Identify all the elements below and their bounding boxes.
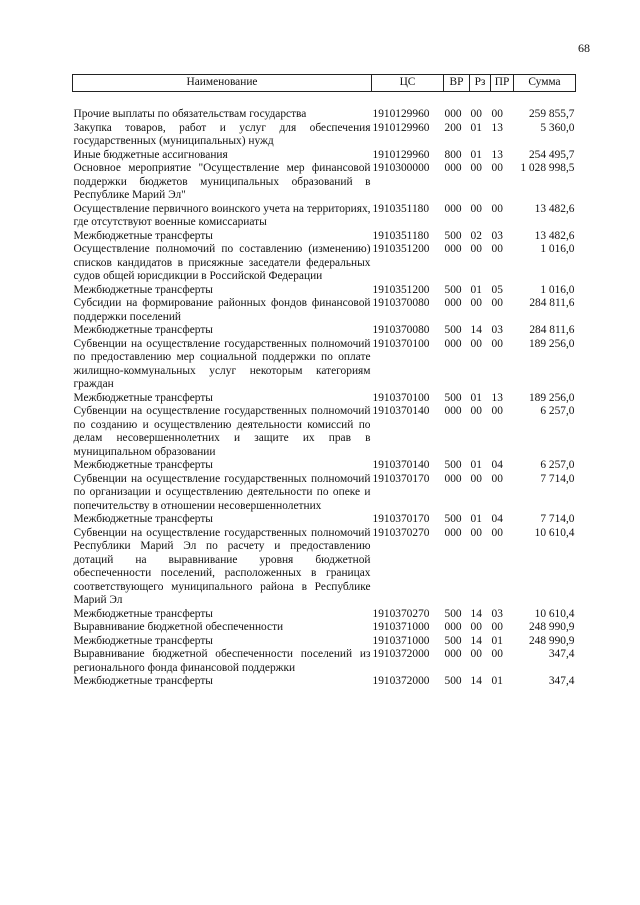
cell-name: Осуществление полномочий по составлению (изменению) списков кандидатов в присяжные заседатели федеральных судов общей юрисдикции в Российской Федерации (73, 243, 371, 282)
cell-rz: 00 (470, 297, 482, 309)
cell-cs: 1910370270 (372, 607, 430, 620)
cell-rz: 00 (470, 337, 482, 350)
cell-pr: 00 (491, 108, 503, 120)
cell-sum: 6 257,0 (540, 405, 575, 417)
cell-pr: 01 (491, 634, 503, 647)
table-row (73, 338, 576, 392)
cell-name: Межбюджетные трансферты (73, 459, 213, 471)
cell-pr: 00 (491, 405, 503, 417)
cell-name: Прочие выплаты по обязательствам государства (73, 108, 307, 120)
cell-cs: 1910371000 (372, 621, 430, 633)
cell-vr: 500 (444, 324, 462, 336)
cell-vr: 000 (444, 472, 462, 485)
table-row (73, 459, 576, 473)
cell-vr: 000 (444, 162, 462, 174)
cell-cs: 1910351200 (372, 283, 430, 296)
cell-sum: 1 016,0 (540, 243, 575, 255)
cell-rz: 14 (470, 634, 482, 647)
cell-vr: 000 (444, 526, 462, 539)
cell-sum: 347,4 (548, 648, 575, 660)
cell-vr: 500 (444, 283, 462, 296)
cell-pr: 04 (491, 459, 503, 471)
table-row (73, 405, 576, 459)
cell-rz: 01 (470, 459, 482, 471)
cell-rz: 00 (470, 472, 482, 485)
cell-cs: 1910370100 (372, 337, 430, 350)
cell-pr: 00 (491, 526, 503, 539)
table-header-row (73, 75, 576, 92)
cell-pr: 04 (491, 513, 503, 525)
cell-cs: 1910371000 (372, 634, 430, 647)
cell-rz: 14 (470, 324, 482, 336)
cell-sum: 248 990,9 (528, 634, 575, 647)
table-row (73, 675, 576, 689)
cell-vr: 500 (444, 675, 462, 687)
column-header-pr: ПР (491, 75, 514, 92)
cell-name: Межбюджетные трансферты (73, 324, 213, 336)
cell-rz: 14 (470, 675, 482, 687)
cell-name: Выравнивание бюджетной обеспеченности поселений из регионального фонда финансовой поддержки (73, 648, 371, 674)
cell-sum: 189 256,0 (528, 337, 575, 350)
table-body (73, 92, 576, 689)
column-header-sum: Сумма (514, 75, 576, 92)
cell-pr: 00 (491, 621, 503, 633)
budget-table (72, 74, 576, 689)
cell-vr: 500 (444, 459, 462, 471)
cell-name: Осуществление первичного воинского учета на территориях, где отсутствуют военные комиссариаты (73, 202, 371, 228)
cell-name: Выравнивание бюджетной обеспеченности (73, 621, 284, 633)
column-header-cs: ЦС (372, 75, 444, 92)
cell-cs: 1910370080 (372, 297, 430, 309)
table-row (73, 635, 576, 649)
cell-cs: 1910370140 (372, 459, 430, 471)
cell-pr: 01 (491, 675, 503, 687)
table-row (73, 527, 576, 608)
cell-name: Субвенции на осуществление государственных полномочий по предоставлению мер социальной поддержки по оплате жилищно-коммунальных услуг некоторым категориям граждан (73, 337, 371, 390)
cell-name: Субсидии на формирование районных фондов финансовой поддержки поселений (73, 297, 371, 323)
cell-vr: 000 (444, 337, 462, 350)
table-row (73, 608, 576, 622)
cell-rz: 02 (470, 229, 482, 242)
cell-name: Иные бюджетные ассигнования (73, 148, 228, 161)
cell-sum: 259 855,7 (528, 108, 575, 120)
cell-pr: 00 (491, 162, 503, 174)
cell-name: Субвенции на осуществление государственных полномочий Республики Марий Эл по расчету и предоставлению дотаций на выравнивание уровня бюджетной обеспеченности поселений, расположенных в границах соответствующего муниципального района в Республике Марий Эл (73, 526, 371, 606)
cell-rz: 00 (470, 621, 482, 633)
cell-sum: 347,4 (548, 675, 575, 687)
cell-pr: 05 (491, 283, 503, 296)
table-row (73, 648, 576, 675)
cell-name: Субвенции на осуществление государственных полномочий по созданию и осуществлению деятельности комиссий по делам несовершеннолетних и защите их прав в муниципальном образовании (73, 405, 371, 458)
cell-pr: 03 (491, 229, 503, 242)
cell-vr: 200 (444, 121, 462, 134)
cell-rz: 00 (470, 162, 482, 174)
cell-name: Субвенции на осуществление государственных полномочий по организации и осуществлению деятельности по опеке и попечительству в отношении несовершеннолетних (73, 472, 371, 512)
cell-vr: 500 (444, 229, 462, 242)
cell-vr: 500 (444, 513, 462, 525)
cell-cs: 1910300000 (372, 162, 430, 174)
table-row (73, 122, 576, 149)
column-header-rz: Рз (470, 75, 491, 92)
cell-rz: 14 (470, 607, 482, 620)
cell-sum: 13 482,6 (534, 229, 575, 242)
cell-pr: 00 (491, 243, 503, 255)
table-row (73, 513, 576, 527)
cell-vr: 500 (444, 634, 462, 647)
cell-cs: 1910129960 (372, 148, 430, 161)
cell-pr: 03 (491, 324, 503, 336)
cell-vr: 500 (444, 391, 462, 404)
cell-cs: 1910372000 (372, 648, 430, 660)
cell-sum: 284 811,6 (529, 297, 575, 309)
cell-sum: 5 360,0 (540, 121, 575, 134)
table-row (73, 392, 576, 406)
cell-name: Межбюджетные трансферты (73, 283, 213, 296)
cell-name: Закупка товаров, работ и услуг для обеспечения государственных (муниципальных) нужд (73, 121, 371, 147)
cell-pr: 13 (491, 148, 503, 161)
cell-pr: 13 (491, 391, 503, 404)
cell-sum: 13 482,6 (534, 202, 575, 215)
cell-cs: 1910370270 (372, 526, 430, 539)
cell-cs: 1910370080 (372, 324, 430, 336)
table-row (73, 297, 576, 324)
page-number: 68 (578, 41, 590, 55)
cell-vr: 000 (444, 202, 462, 215)
column-header-name: Наименование (73, 75, 372, 92)
cell-vr: 000 (444, 108, 462, 120)
cell-name: Межбюджетные трансферты (73, 634, 213, 647)
cell-cs: 1910370170 (372, 472, 430, 485)
cell-cs: 1910129960 (372, 121, 430, 134)
table-row (73, 243, 576, 284)
cell-rz: 01 (470, 391, 482, 404)
cell-cs: 1910370170 (372, 513, 430, 525)
cell-cs: 1910351180 (372, 229, 430, 242)
cell-sum: 10 610,4 (534, 526, 575, 539)
cell-cs: 1910370100 (372, 391, 430, 404)
cell-sum: 7 714,0 (540, 472, 575, 485)
cell-cs: 1910351200 (372, 243, 430, 255)
cell-pr: 13 (491, 121, 503, 134)
table-row (73, 149, 576, 163)
cell-rz: 01 (470, 121, 482, 134)
table-row (73, 230, 576, 244)
table-row (73, 621, 576, 635)
cell-rz: 01 (470, 513, 482, 525)
cell-pr: 03 (491, 607, 503, 620)
table-row (73, 162, 576, 203)
cell-rz: 00 (470, 648, 482, 660)
cell-vr: 000 (444, 648, 462, 660)
cell-vr: 000 (444, 297, 462, 309)
cell-sum: 1 028 998,5 (520, 162, 575, 174)
table-row (73, 324, 576, 338)
cell-pr: 00 (491, 337, 503, 350)
table-row (73, 284, 576, 298)
cell-sum: 284 811,6 (529, 324, 575, 336)
cell-pr: 00 (491, 648, 503, 660)
cell-name: Основное мероприятие "Осуществление мер финансовой поддержки бюджетов муниципальных образований в Республике Марий Эл" (73, 162, 371, 201)
cell-rz: 00 (470, 243, 482, 255)
cell-name: Межбюджетные трансферты (73, 513, 213, 525)
cell-rz: 01 (470, 148, 482, 161)
column-header-vr: ВР (444, 75, 470, 92)
cell-pr: 00 (491, 297, 503, 309)
cell-rz: 00 (470, 526, 482, 539)
table-row (73, 92, 576, 122)
cell-pr: 00 (491, 472, 503, 485)
cell-sum: 254 495,7 (528, 148, 575, 161)
cell-name: Межбюджетные трансферты (73, 391, 213, 404)
cell-name: Межбюджетные трансферты (73, 675, 213, 687)
cell-rz: 00 (470, 405, 482, 417)
cell-cs: 1910370140 (372, 405, 430, 417)
cell-name: Межбюджетные трансферты (73, 607, 213, 620)
cell-sum: 1 016,0 (540, 283, 575, 296)
cell-name: Межбюджетные трансферты (73, 229, 213, 242)
cell-sum: 6 257,0 (540, 459, 575, 471)
cell-sum: 189 256,0 (528, 391, 575, 404)
cell-vr: 500 (444, 607, 462, 620)
cell-rz: 00 (470, 108, 482, 120)
cell-vr: 000 (444, 405, 462, 417)
cell-rz: 01 (470, 283, 482, 296)
cell-vr: 800 (444, 148, 462, 161)
cell-vr: 000 (444, 621, 462, 633)
cell-sum: 10 610,4 (534, 607, 575, 620)
cell-rz: 00 (470, 202, 482, 215)
cell-cs: 1910351180 (372, 202, 430, 215)
table-row (73, 203, 576, 230)
cell-cs: 1910372000 (372, 675, 430, 687)
cell-vr: 000 (444, 243, 462, 255)
cell-pr: 00 (491, 202, 503, 215)
table-row (73, 473, 576, 514)
cell-sum: 248 990,9 (528, 621, 575, 633)
cell-cs: 1910129960 (372, 108, 430, 120)
cell-sum: 7 714,0 (540, 513, 575, 525)
